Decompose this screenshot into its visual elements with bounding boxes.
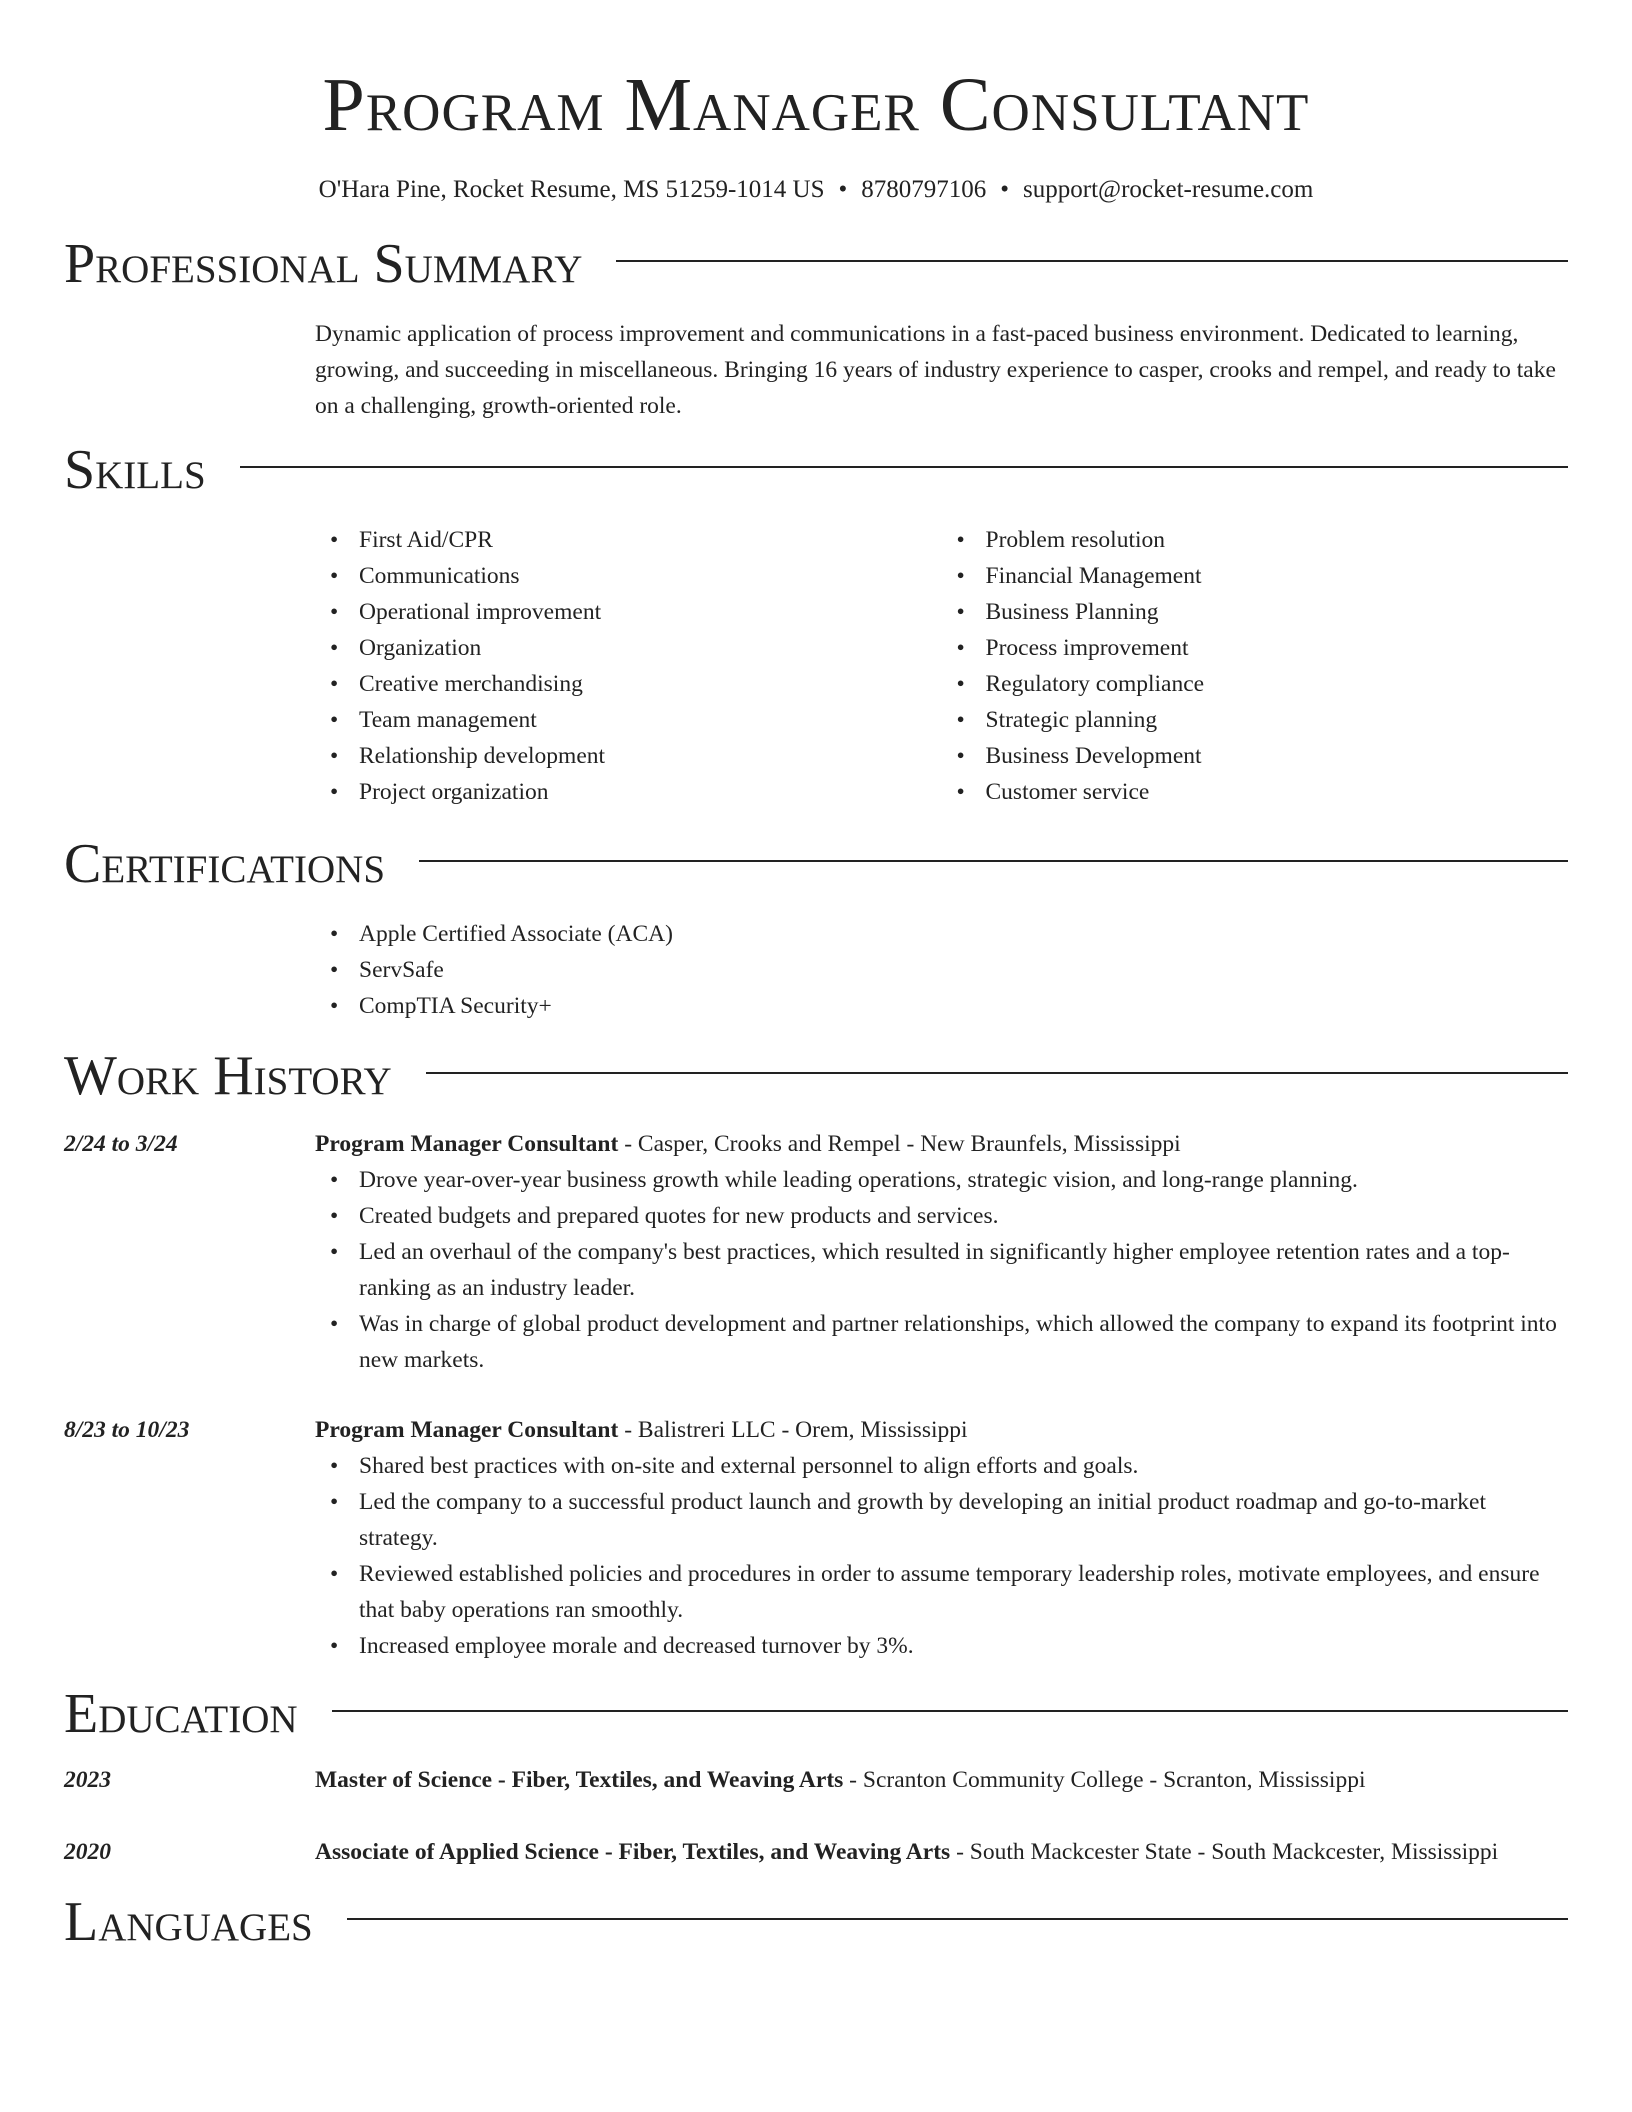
resume-page [64, 0, 1568, 1952]
skill-item: • Communications [359, 558, 942, 594]
section-header-skills [64, 440, 1568, 500]
section-divider [347, 1918, 1568, 1920]
skill-item: • Project organization [359, 774, 942, 810]
section-header-certifications [64, 834, 1568, 894]
education-degree: Master of Science - Fiber, Textiles, and Weaving Arts [315, 1767, 844, 1793]
job-title: Program Manager Consultant [315, 1131, 619, 1157]
certification-item: • ServSafe [359, 952, 1568, 988]
job-entry [64, 1126, 1568, 1378]
contact-address: O'Hara Pine, Rocket Resume, MS 51259-1014 US [318, 176, 825, 203]
certifications-list [315, 916, 1568, 1024]
education-year: 2020 [64, 1839, 111, 1865]
education-entry [64, 1834, 1568, 1870]
section-divider [419, 860, 1568, 862]
candidate-name: Program Manager Consultant [322, 63, 1310, 147]
education-degree: Associate of Applied Science - Fiber, Textiles, and Weaving Arts [315, 1839, 951, 1865]
section-divider [240, 466, 1568, 468]
education-school: - South Mackcester State - South Mackcester, Mississippi [950, 1839, 1499, 1865]
section-divider [332, 1710, 1568, 1712]
job-dates: 8/23 to 10/23 [64, 1417, 190, 1443]
job-bullet: • Reviewed established policies and procedures in order to assume temporary leadership roles, motivate employees, and ensure that baby operations ran smoothly. [359, 1556, 1568, 1628]
job-bullet: • Led the company to a successful product launch and growth by developing an initial product roadmap and go-to-market strategy. [359, 1484, 1568, 1556]
section-title-summary: Professional Summary [64, 233, 583, 295]
job-details [315, 1412, 1568, 1664]
skill-item: • Organization [359, 630, 942, 666]
skill-item: • First Aid/CPR [359, 522, 942, 558]
skill-item: • Process improvement [986, 630, 1569, 666]
job-bullets [315, 1162, 1568, 1378]
job-bullet: • Drove year-over-year business growth while leading operations, strategic vision, and long-range planning. [359, 1162, 1568, 1198]
contact-separator: • [838, 176, 848, 203]
section-title-education: Education [64, 1683, 298, 1745]
job-dates: 2/24 to 3/24 [64, 1131, 178, 1157]
section-header-summary [64, 234, 1568, 294]
skills-list [315, 522, 1568, 810]
job-bullets [315, 1448, 1568, 1664]
section-header-work-history [64, 1046, 1568, 1106]
job-bullet: • Led an overhaul of the company's best practices, which resulted in significantly higher employee retention rates and a top-ranking as an industry leader. [359, 1234, 1568, 1306]
skill-item: • Financial Management [986, 558, 1569, 594]
job-entry [64, 1412, 1568, 1664]
job-bullet: • Increased employee morale and decreased turnover by 3%. [359, 1628, 1568, 1664]
education-school: - Scranton Community College - Scranton, Mississippi [843, 1767, 1366, 1793]
job-employer: - Casper, Crooks and Rempel - New Braunfels, Mississippi [618, 1131, 1181, 1157]
job-heading [315, 1412, 1568, 1448]
certification-item: • CompTIA Security+ [359, 988, 1568, 1024]
job-details [315, 1126, 1568, 1378]
section-title-certifications: Certifications [64, 833, 386, 895]
section-title-languages: Languages [64, 1891, 313, 1953]
skills-column-right [942, 522, 1569, 810]
job-bullet: • Was in charge of global product development and partner relationships, which allowed the company to expand its footprint into new markets. [359, 1306, 1568, 1378]
skill-item: • Operational improvement [359, 594, 942, 630]
job-bullet: • Shared best practices with on-site and external personnel to align efforts and goals. [359, 1448, 1568, 1484]
education-entry [64, 1762, 1568, 1798]
education-year: 2023 [64, 1767, 111, 1793]
skill-item: • Customer service [986, 774, 1569, 810]
skill-item: • Strategic planning [986, 702, 1569, 738]
skill-item: • Regulatory compliance [986, 666, 1569, 702]
section-header-languages [64, 1892, 1568, 1952]
skill-item: • Creative merchandising [359, 666, 942, 702]
job-heading [315, 1126, 1568, 1162]
certification-item: • Apple Certified Associate (ACA) [359, 916, 1568, 952]
job-employer: - Balistreri LLC - Orem, Mississippi [618, 1417, 968, 1443]
skill-item: • Relationship development [359, 738, 942, 774]
skill-item: • Business Planning [986, 594, 1569, 630]
contact-email: support@rocket-resume.com [1023, 176, 1314, 203]
job-bullet: • Created budgets and prepared quotes for new products and services. [359, 1198, 1568, 1234]
section-divider [616, 260, 1568, 262]
contact-phone: 8780797106 [861, 176, 987, 203]
section-divider [426, 1072, 1568, 1074]
contact-separator: • [1000, 176, 1010, 203]
summary-text: Dynamic application of process improvement and communications in a fast-paced business environment. Dedicated to learning, growing, and succeeding in miscellaneous. Bringing 16 years of industry experience to casper, crooks and rempel, and ready to take on a challenging, growth-oriented role. [315, 321, 1556, 419]
skill-item: • Team management [359, 702, 942, 738]
section-header-education [64, 1684, 1568, 1744]
education-details [315, 1834, 1568, 1870]
contact-line [64, 174, 1568, 206]
skills-column-left [315, 522, 942, 810]
section-title-work-history: Work History [64, 1045, 392, 1107]
education-details [315, 1762, 1568, 1798]
section-title-skills: Skills [64, 439, 206, 501]
skill-item: • Problem resolution [986, 522, 1569, 558]
skill-item: • Business Development [986, 738, 1569, 774]
job-title: Program Manager Consultant [315, 1417, 619, 1443]
